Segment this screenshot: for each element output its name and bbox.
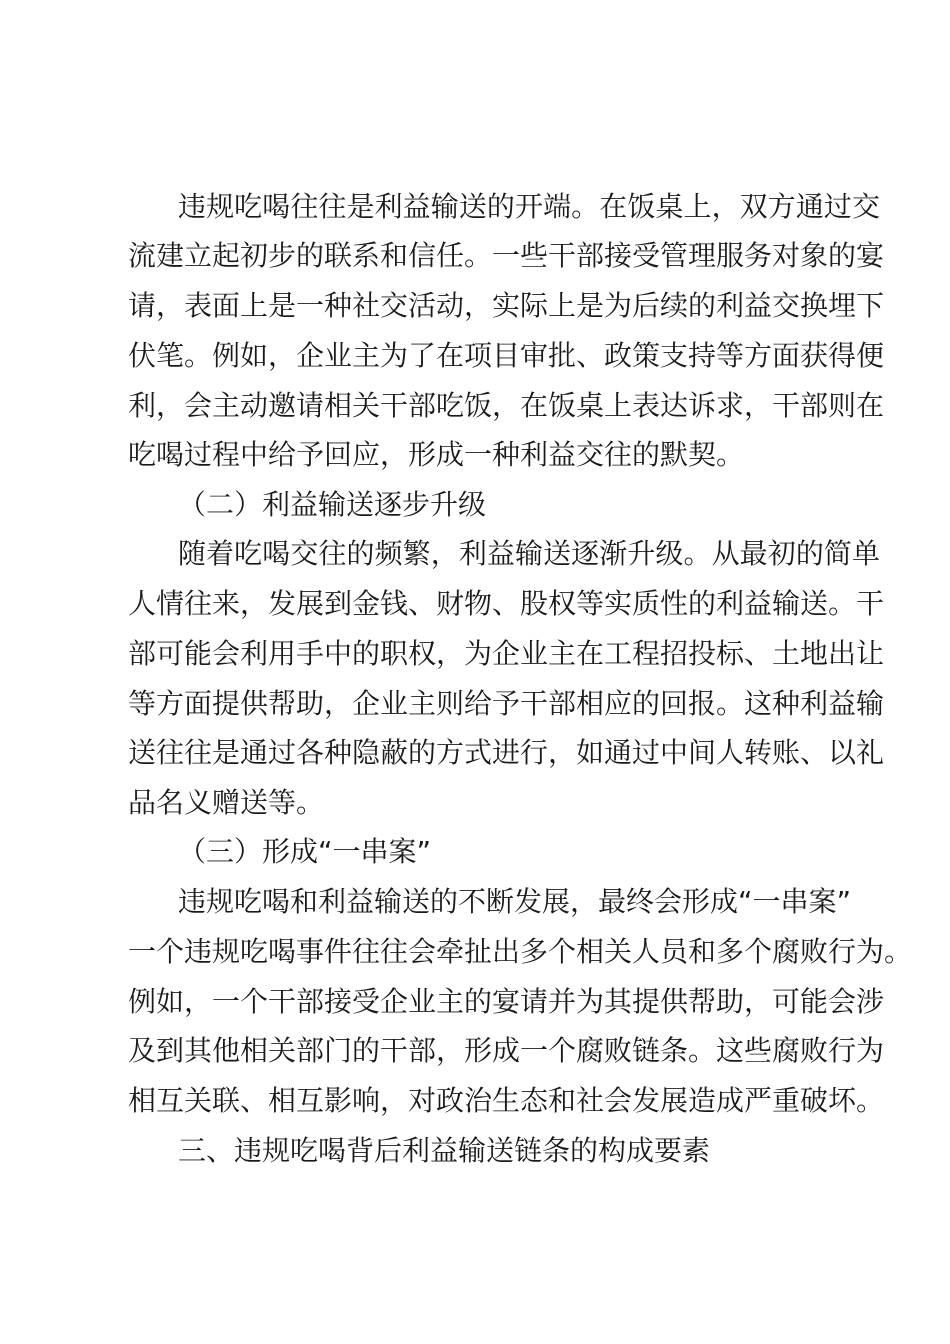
chapter-heading-3: 三、违规吃喝背后利益输送链条的构成要素 [178, 1134, 711, 1167]
paragraph-3-line-1: 违规吃喝和利益输送的不断发展，最终会形成“一串案” [178, 885, 852, 918]
paragraph-3-line-2: 一个违规吃喝事件往往会牵扯出多个相关人员和多个腐败行为。 [128, 935, 913, 968]
paragraph-1-line-6: 吃喝过程中给予回应，形成一种利益交往的默契。 [128, 438, 745, 471]
paragraph-3-line-4: 及到其他相关部门的干部，形成一个腐败链条。这些腐败行为 [128, 1034, 885, 1067]
paragraph-2-line-1: 随着吃喝交往的频繁，利益输送逐渐升级。从最初的简单 [178, 537, 880, 570]
paragraph-2-line-5: 送往往是通过各种隐蔽的方式进行，如通过中间人转账、以礼 [128, 736, 885, 769]
section-heading-2: （二）利益输送逐步升级 [178, 488, 487, 521]
paragraph-1-line-5: 利，会主动邀请相关干部吃饭，在饭桌上表达诉求，干部则在 [128, 389, 885, 422]
paragraph-3-line-3: 例如，一个干部接受企业主的宴请并为其提供帮助，可能会涉 [128, 985, 885, 1018]
section-heading-3: （三）形成“一串案” [178, 835, 432, 868]
paragraph-1-line-2: 流建立起初步的联系和信任。一些干部接受管理服务对象的宴 [128, 239, 885, 272]
paragraph-2-line-4: 等方面提供帮助，企业主则给予干部相应的回报。这种利益输 [128, 687, 885, 720]
paragraph-1-line-4: 伏笔。例如，企业主为了在项目审批、政策支持等方面获得便 [128, 339, 885, 372]
paragraph-1-line-3: 请，表面上是一种社交活动，实际上是为后续的利益交换埋下 [128, 289, 885, 322]
paragraph-2-line-2: 人情往来，发展到金钱、财物、股权等实质性的利益输送。干 [128, 587, 885, 620]
paragraph-1-line-1: 违规吃喝往往是利益输送的开端。在饭桌上，双方通过交 [178, 190, 880, 223]
paragraph-2-line-3: 部可能会利用手中的职权，为企业主在工程招投标、土地出让 [128, 637, 885, 670]
paragraph-3-line-5: 相互关联、相互影响，对政治生态和社会发展造成严重破坏。 [128, 1084, 885, 1117]
paragraph-2-line-6: 品名义赠送等。 [128, 786, 325, 819]
